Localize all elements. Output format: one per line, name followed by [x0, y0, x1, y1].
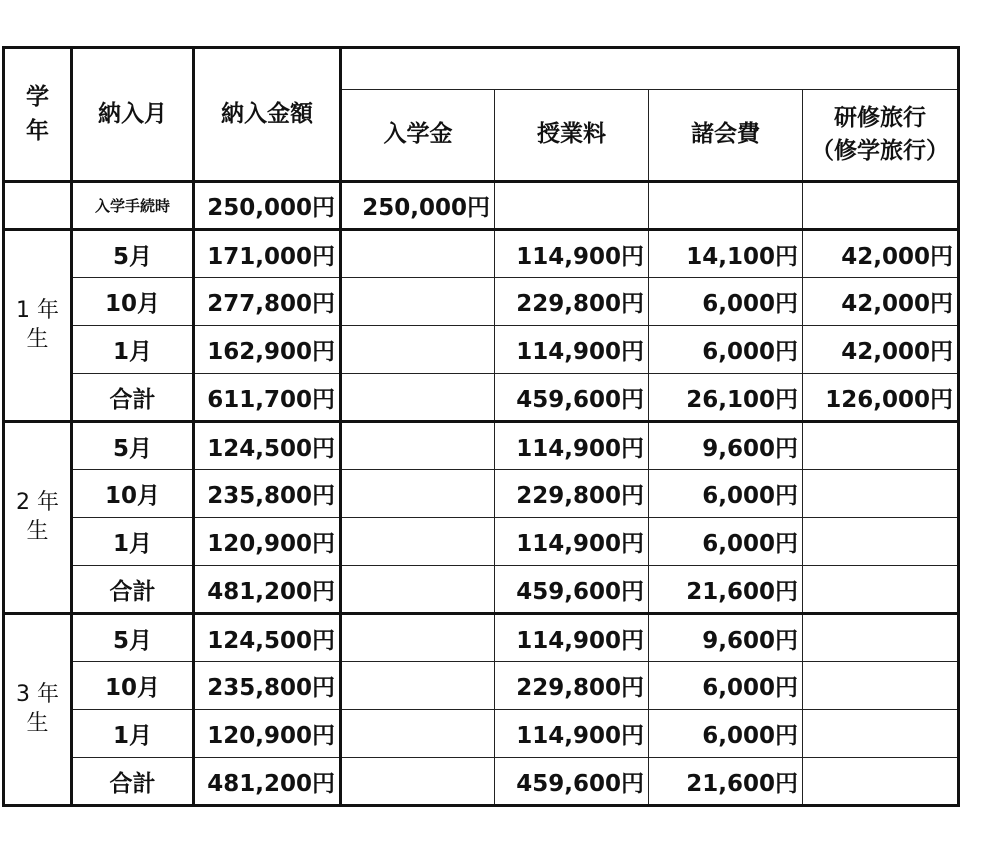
table-row: [4, 566, 959, 614]
kenshu-cell: [803, 710, 959, 758]
header-jugyoryo: 授業料: [495, 90, 649, 182]
amount-cell: 277,800円: [194, 278, 341, 326]
nyugakukin-cell: [341, 614, 495, 662]
shokaihi-cell: 14,100円: [649, 230, 803, 278]
amount-cell: 171,000円: [194, 230, 341, 278]
shokaihi-cell: 9,600円: [649, 614, 803, 662]
table-row: [4, 662, 959, 710]
shokaihi-cell: 21,600円: [649, 758, 803, 806]
header-kenshu-line2: （修学旅行）: [811, 138, 949, 164]
amount-cell: 611,700円: [194, 374, 341, 422]
shokaihi-cell: 6,000円: [649, 710, 803, 758]
kenshu-cell: [803, 662, 959, 710]
shokaihi-cell: 6,000円: [649, 278, 803, 326]
nyugakukin-cell: [341, 230, 495, 278]
table-row: [4, 422, 959, 470]
amount-cell: 120,900円: [194, 710, 341, 758]
kenshu-cell: [803, 758, 959, 806]
header-kenshu-line1: 研修旅行: [834, 104, 926, 131]
shokaihi-cell: 21,600円: [649, 566, 803, 614]
kenshu-cell: [803, 470, 959, 518]
grade-label: 2 年 生: [4, 422, 72, 614]
admission-nyugakukin: 250,000円: [341, 182, 495, 230]
kenshu-cell: [803, 518, 959, 566]
amount-cell: 235,800円: [194, 662, 341, 710]
nyugakukin-cell: [341, 470, 495, 518]
shokaihi-cell: 6,000円: [649, 662, 803, 710]
table-row: [4, 470, 959, 518]
month-cell: 5月: [72, 614, 194, 662]
admission-grade-cell: [4, 182, 72, 230]
grade-body: [4, 230, 959, 806]
kenshu-cell: 42,000円: [803, 278, 959, 326]
shokaihi-cell: 6,000円: [649, 470, 803, 518]
nyugakukin-cell: [341, 422, 495, 470]
jugyoryo-cell: 114,900円: [495, 326, 649, 374]
kenshu-cell: 42,000円: [803, 230, 959, 278]
nyugakukin-cell: [341, 278, 495, 326]
header-kenshu: [803, 90, 959, 182]
header-nyugakukin: 入学金: [341, 90, 495, 182]
month-cell: 5月: [72, 422, 194, 470]
jugyoryo-cell: 114,900円: [495, 518, 649, 566]
shokaihi-cell: 6,000円: [649, 326, 803, 374]
header-amount: 納入金額: [194, 48, 341, 182]
admission-label: 入学手続時: [72, 182, 194, 230]
table-row: [4, 374, 959, 422]
admission-amount: 250,000円: [194, 182, 341, 230]
nyugakukin-cell: [341, 758, 495, 806]
header-month: 納入月: [72, 48, 194, 182]
admission-jugyoryo: [495, 182, 649, 230]
header-shokaihi: 諸会費: [649, 90, 803, 182]
nyugakukin-cell: [341, 662, 495, 710]
month-cell: 1月: [72, 326, 194, 374]
nyugakukin-cell: [341, 374, 495, 422]
table-row: [4, 758, 959, 806]
month-cell: 合計: [72, 566, 194, 614]
admission-row: [4, 182, 959, 230]
month-cell: 合計: [72, 758, 194, 806]
jugyoryo-cell: 114,900円: [495, 614, 649, 662]
header-group: [341, 48, 959, 90]
nyugakukin-cell: [341, 566, 495, 614]
kenshu-cell: 126,000円: [803, 374, 959, 422]
nyugakukin-cell: [341, 710, 495, 758]
admission-shokaihi: [649, 182, 803, 230]
month-cell: 5月: [72, 230, 194, 278]
table-row: [4, 230, 959, 278]
jugyoryo-cell: 229,800円: [495, 470, 649, 518]
month-cell: 10月: [72, 470, 194, 518]
kenshu-cell: [803, 566, 959, 614]
table-row: [4, 518, 959, 566]
shokaihi-cell: 26,100円: [649, 374, 803, 422]
jugyoryo-cell: 459,600円: [495, 566, 649, 614]
nyugakukin-cell: [341, 326, 495, 374]
month-cell: 10月: [72, 662, 194, 710]
amount-cell: 235,800円: [194, 470, 341, 518]
shokaihi-cell: 6,000円: [649, 518, 803, 566]
jugyoryo-cell: 229,800円: [495, 278, 649, 326]
month-cell: 合計: [72, 374, 194, 422]
fee-table: [2, 46, 960, 807]
jugyoryo-cell: 459,600円: [495, 758, 649, 806]
table-row: [4, 326, 959, 374]
amount-cell: 124,500円: [194, 614, 341, 662]
shokaihi-cell: 9,600円: [649, 422, 803, 470]
month-cell: 1月: [72, 518, 194, 566]
header-grade: 学年: [4, 48, 72, 182]
amount-cell: 120,900円: [194, 518, 341, 566]
jugyoryo-cell: 114,900円: [495, 710, 649, 758]
jugyoryo-cell: 229,800円: [495, 662, 649, 710]
table-row: [4, 278, 959, 326]
month-cell: 10月: [72, 278, 194, 326]
kenshu-cell: [803, 422, 959, 470]
table-row: [4, 710, 959, 758]
grade-label: 3 年 生: [4, 614, 72, 806]
amount-cell: 481,200円: [194, 758, 341, 806]
jugyoryo-cell: 114,900円: [495, 230, 649, 278]
admission-kenshu: [803, 182, 959, 230]
kenshu-cell: [803, 614, 959, 662]
month-cell: 1月: [72, 710, 194, 758]
amount-cell: 481,200円: [194, 566, 341, 614]
grade-label: 1 年 生: [4, 230, 72, 422]
nyugakukin-cell: [341, 518, 495, 566]
jugyoryo-cell: 459,600円: [495, 374, 649, 422]
table-row: [4, 614, 959, 662]
kenshu-cell: 42,000円: [803, 326, 959, 374]
jugyoryo-cell: 114,900円: [495, 422, 649, 470]
amount-cell: 124,500円: [194, 422, 341, 470]
amount-cell: 162,900円: [194, 326, 341, 374]
